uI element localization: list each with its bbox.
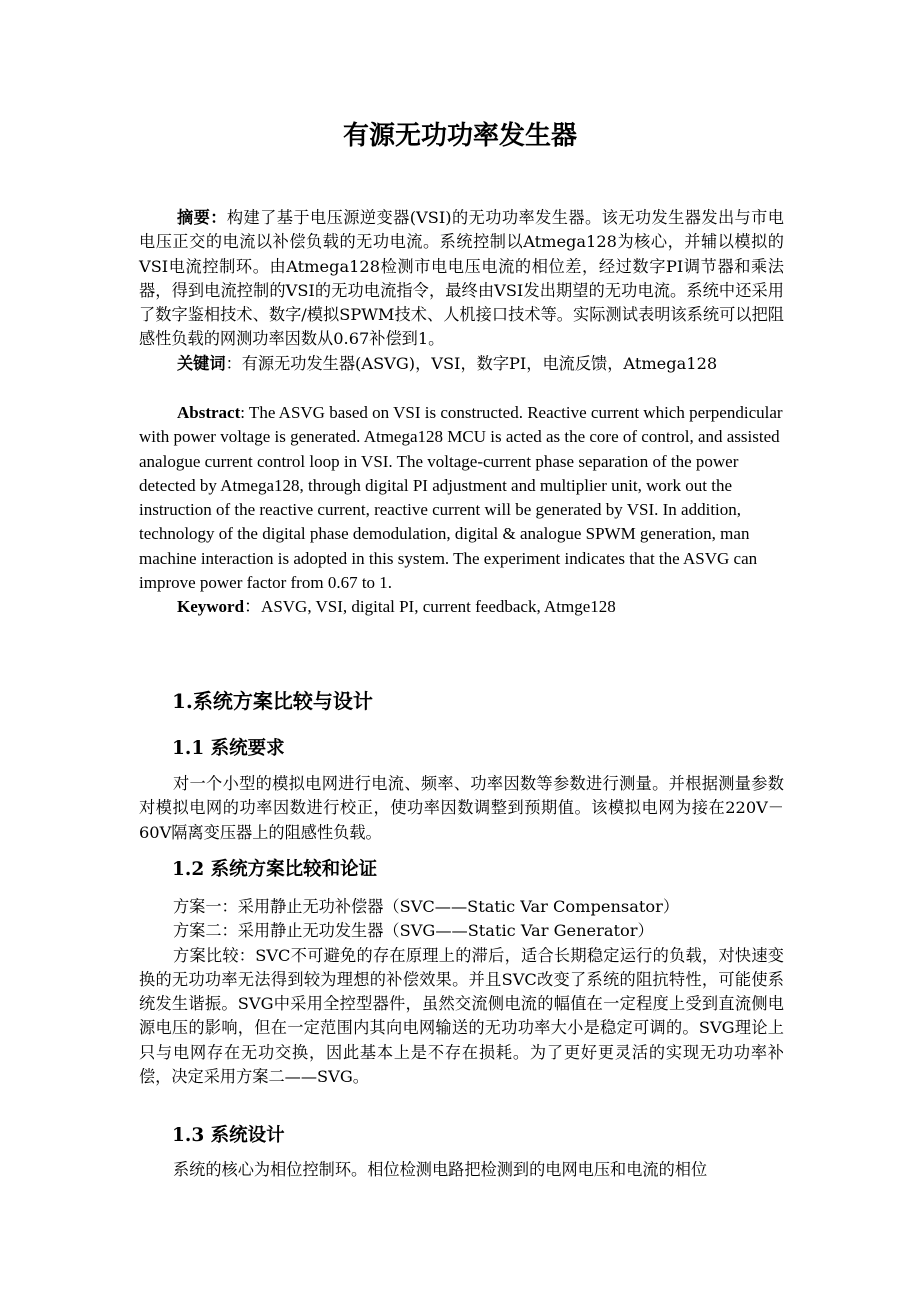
section-1-2-body	[139, 895, 784, 1089]
section-1-3-heading: 1.3 系统设计	[172, 1125, 285, 1146]
section-1-2-option1: 方案一：采用静止无功补偿器（SVC——Static Var Compensator）	[173, 897, 680, 916]
section-1-1-text: 对一个小型的模拟电网进行电流、频率、功率因数等参数进行测量。并根据测量参数对模拟电网的功率因数进行校正，使功率因数调整到预期值。该模拟电网为接在220V－60V隔离变压器上的阻感性负载。	[139, 774, 784, 842]
keywords-cn-label: 关键词	[177, 353, 226, 373]
abstract-en-text: : The ASVG based on VSI is constructed. Reactive current which perpendicular with power voltage is generated. Atmega128 MCU is acted as the core of control, and assisted analogue current control loop in VSI. The voltage-current phase separation of the power detected by Atmega128, through digital PI adjustment and multiplier unit, work out the instruction of the reactive current, reactive current will be generated by VSI. In addition, technology of the digital phase demodulation, digital & analogue SPWM generation, man machine interaction is adopted in this system. The experiment indicates that the ASVG can improve power factor from 0.67 to 1.	[139, 403, 783, 593]
section-1-1-body	[139, 772, 784, 845]
abstract-cn-text: 构建了基于电压源逆变器(VSI)的无功功率发生器。该无功发生器发出与市电电压正交的电流以补偿负载的无功电流。系统控制以Atmega128为核心，并辅以模拟的VSI电流控制环。由Atmega128检测市电电压电流的相位差，经过数字PI调节器和乘法器，得到电流控制的VSI的无功电流指令，最终由VSI发出期望的无功电流。系统中还采用了数字鉴相技术、数字/模拟SPWM技术、人机接口技术等。实际测试表明该系统可以把阻感性负载的网测功率因数从0.67补偿到1。	[139, 208, 784, 349]
section-1-2-heading: 1.2 系统方案比较和论证	[172, 859, 378, 880]
abstract-en-block	[139, 401, 784, 620]
document-title: 有源无功功率发生器	[342, 121, 577, 151]
section-1-3-text: 系统的核心为相位控制环。相位检测电路把检测到的电网电压和电流的相位	[173, 1160, 708, 1179]
section-1-1-heading: 1.1 系统要求	[172, 738, 285, 759]
abstract-cn-label: 摘要：	[177, 208, 227, 227]
section-1-3-body	[139, 1158, 784, 1182]
keywords-en-text: ：ASVG, VSI, digital PI, current feedback, Atmge128	[244, 597, 616, 617]
abstract-cn-block	[139, 206, 784, 376]
abstract-en-label: Abstract	[177, 403, 241, 422]
keywords-en-label: Keyword	[177, 597, 245, 617]
section-1-2-comparison: 方案比较：SVC不可避免的存在原理上的滞后，适合长期稳定运行的负载，对快速变换的无功功率无法得到较为理想的补偿效果。并且SVC改变了系统的阻抗特性，可能使系统发生谐振。SVG中采用全控型器件，虽然交流侧电流的幅值在一定程度上受到直流侧电源电压的影响，但在一定范围内其向电网输送的无功功率大小是稳定可调的。SVG理论上只与电网存在无功交换，因此基本上是不存在损耗。为了更好更灵活的实现无功功率补偿，决定采用方案二——SVG。	[139, 945, 784, 1087]
section-1-2-option2: 方案二：采用静止无功发生器（SVG——Static Var Generator）	[173, 921, 654, 941]
keywords-cn-text: ：有源无功发生器(ASVG)，VSI，数字PI，电流反馈，Atmega128	[225, 353, 718, 373]
section-1-heading: 1.系统方案比较与设计	[172, 689, 373, 713]
